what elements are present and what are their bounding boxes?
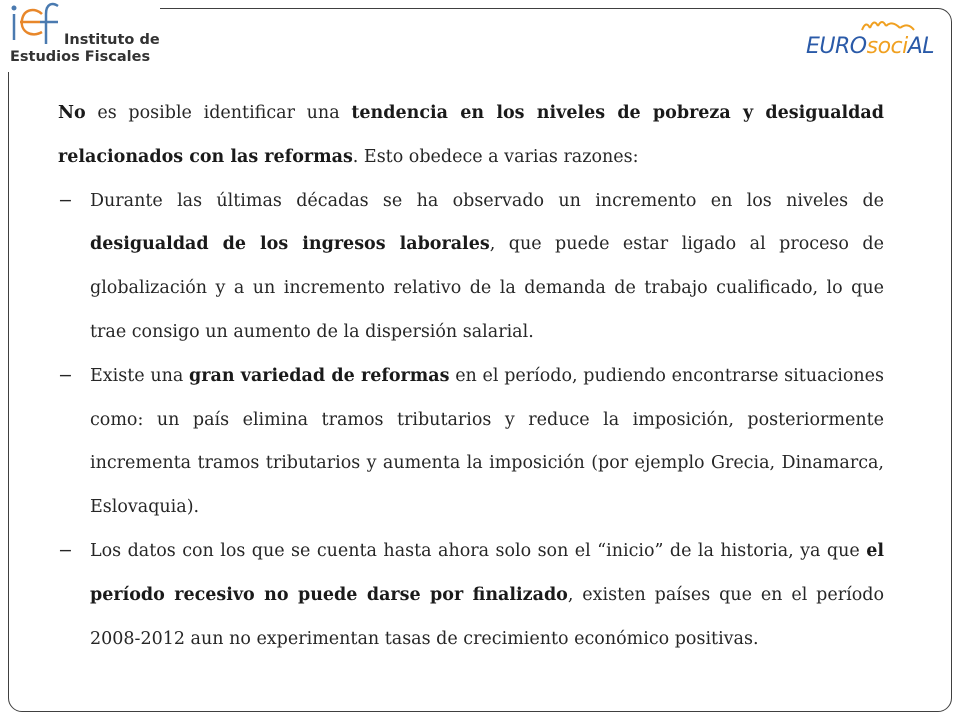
bullet-item [58, 530, 884, 661]
bullet-dash: − [58, 540, 73, 561]
bullet-item [58, 355, 884, 530]
bullet-text: , que puede estar ligado al proceso de globalización y a un incremento relativo de la demanda de trabajo cualificado, lo que trae consigo un aumento de la dispersión salarial. [90, 234, 884, 342]
ief-monogram-icon [6, 0, 62, 48]
bullet-text: Existe una [90, 365, 190, 386]
slide-body [58, 92, 884, 661]
eurosocial-wordmark [806, 34, 934, 59]
ief-line2: Estudios Fiscales [10, 49, 151, 65]
intro-paragraph [58, 92, 884, 180]
ief-name [10, 32, 160, 65]
intro-bold-2: tendencia en los niveles de pobreza y desigualdad relacionados con las reformas [58, 103, 884, 167]
bullet-text: Durante las últimas décadas se ha observado un incremento en los niveles de [90, 190, 884, 211]
eurosocial-part2: soci [866, 34, 908, 59]
bullet-dash: − [58, 365, 73, 386]
intro-bold-1: No [58, 103, 86, 123]
bullet-text: , existen países que en el período 2008-2012 aun no experimentan tasas de crecimiento económico positivas. [90, 584, 884, 649]
bullet-bold: gran variedad de reformas [189, 365, 450, 386]
bullet-item [58, 180, 884, 355]
intro-text-2: . Esto obedece a varias razones: [352, 146, 639, 167]
eurosocial-logo [800, 16, 935, 68]
bullet-text: Los datos con los que se cuenta hasta ahora solo son el “inicio” de la historia, ya que [90, 540, 867, 561]
ief-logo [0, 0, 160, 72]
bullet-bold: desigualdad de los ingresos laborales [90, 234, 490, 255]
bullet-text: en el período, pudiendo encontrarse situaciones como: un país elimina tramos tributarios y reduce la imposición, posteriormente incrementa tramos tributarios y aumenta la imposición (por ejemplo Grecia, Dinamarca, Eslovaquia). [90, 365, 884, 518]
eurosocial-part3: AL [907, 34, 935, 59]
bullet-dash: − [58, 190, 73, 211]
bullet-bold: el período recesivo no puede darse por finalizado [90, 540, 884, 605]
eurosocial-part1: EURO [806, 34, 867, 59]
intro-text-1: es posible identificar una [85, 103, 352, 123]
ief-line1: Instituto de [64, 32, 160, 48]
